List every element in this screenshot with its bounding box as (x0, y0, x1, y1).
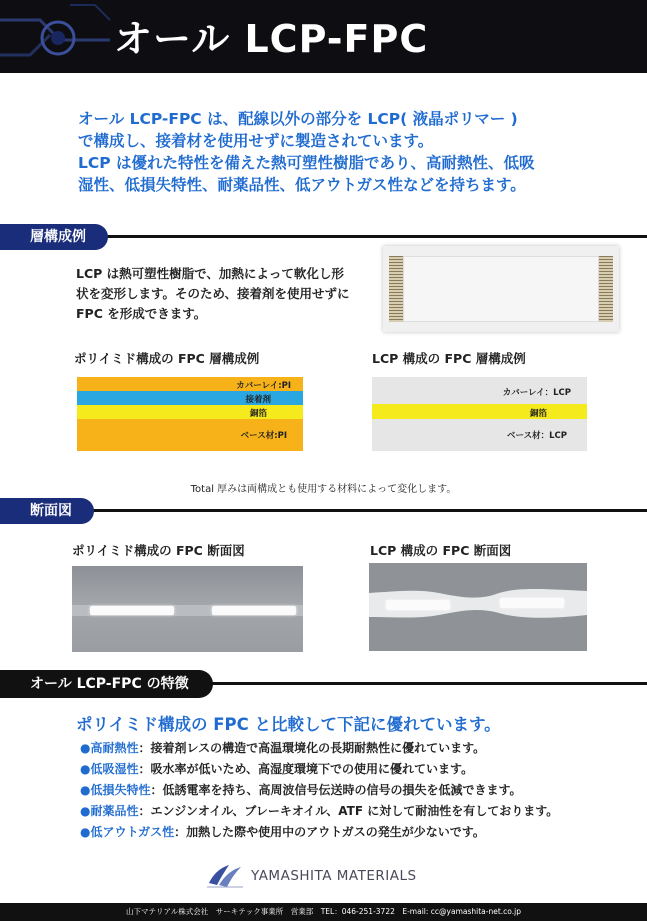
fpc-connector-left (389, 256, 403, 322)
intro-line: オール LCP-FPC は、配線以外の部分を LCP( 液晶ポリマー ) (78, 110, 518, 128)
feature-item (80, 781, 640, 802)
lcp-layer-title: LCP 構成の FPC 層構成例 (372, 351, 526, 366)
feature-text: ：エンジンオイル、ブレーキオイル、ATF に対して耐油性を有しております。 (138, 804, 559, 818)
intro-text (78, 108, 638, 196)
adhesive-layer (77, 391, 303, 405)
fpc-connector-right (599, 256, 613, 322)
page-header (0, 0, 647, 73)
features-list (80, 739, 640, 844)
bullet-icon: ● (80, 825, 91, 839)
layer-label: 銅箔 (249, 409, 267, 419)
bullet-icon: ● (80, 762, 91, 776)
intro-line: 湿性、低損失特性、耐薬品性、低アウトガス性などを持ちます。 (78, 176, 526, 194)
lcp-layer-stack (372, 377, 587, 451)
lcp-base-layer (372, 419, 587, 451)
pi-cross-section-title: ポリイミド構成の FPC 断面図 (72, 543, 245, 558)
fpc-body (403, 256, 599, 322)
layer-label: 銅箔 (529, 409, 547, 419)
copper-trace (500, 598, 564, 608)
layer-label: ベース材：LCP (507, 431, 567, 441)
section-bar-cross-section (0, 498, 647, 524)
feature-text: ：低誘電率を持ち、高周波信号伝送時の信号の損失を低減できます。 (150, 783, 522, 797)
feature-item (80, 760, 640, 781)
feature-label: 低損失特性 (90, 783, 151, 797)
pi-layer-stack (77, 377, 303, 451)
pi-base-layer (77, 419, 303, 451)
description-line: FPC を形成できます。 (76, 306, 207, 321)
feature-label: 低アウトガス性 (90, 825, 175, 839)
description-line: LCP は熱可塑性樹脂で、加熱によって軟化し形 (76, 266, 344, 281)
bullet-icon: ● (80, 804, 91, 818)
lcp-cross-section-image (369, 563, 587, 651)
section-tab-cross-section: 断面図 (0, 498, 94, 524)
section-tab-layers: 層構成例 (0, 224, 108, 250)
page-title: オール LCP-FPC (114, 17, 429, 61)
description-line: 状を変形します。そのため、接着剤を使用せずに (76, 286, 350, 301)
layer-label: カバーレイ：LCP (502, 388, 571, 398)
thickness-note: Total 厚みは両構成とも使用する材料によって変化します。 (190, 484, 457, 495)
lcp-cross-section-title: LCP 構成の FPC 断面図 (370, 543, 512, 558)
features-headline: ポリイミド構成の FPC と比較して下記に優れています。 (76, 715, 501, 734)
feature-item (80, 823, 640, 844)
layer-label: ベース材:PI (240, 431, 287, 441)
circuit-decoration-icon (0, 0, 130, 73)
intro-line: LCP は優れた特性を備えた熱可塑性樹脂であり、高耐熱性、低吸 (78, 154, 535, 172)
section-divider (0, 509, 647, 512)
feature-text: ：加熱した際や使用中のアウトガスの発生が少ないです。 (174, 825, 485, 839)
feature-label: 高耐熱性 (90, 741, 139, 755)
section-bar-features (0, 671, 647, 697)
lcp-cover-layer (372, 377, 587, 404)
yamashita-logo-icon (205, 861, 245, 889)
copper-layer (77, 405, 303, 419)
copper-trace (386, 600, 450, 610)
copper-trace (90, 606, 174, 615)
fpc-photo (383, 246, 619, 332)
feature-text: ：接着剤レスの構造で高温環境化の長期耐熱性に優れています。 (138, 741, 486, 755)
layer-label: カバーレイ:PI (236, 381, 291, 391)
bullet-icon: ● (80, 783, 91, 797)
feature-label: 耐薬品性 (90, 804, 139, 818)
feature-item (80, 739, 640, 760)
layer-description (76, 264, 376, 324)
pi-cross-section-image (72, 566, 303, 652)
company-name: YAMASHITA MATERIALS (251, 868, 417, 884)
page-footer: 山下マテリアル株式会社 サーキテック事業所 営業部 TEL：046-251-3722 E-mail: cc@yamashita-net.co.jp (0, 903, 647, 921)
section-tab-features: オール LCP-FPC の特徴 (0, 670, 213, 698)
feature-label: 低吸湿性 (90, 762, 139, 776)
feature-text: ：吸水率が低いため、高湿度環境下での使用に優れています。 (138, 762, 474, 776)
feature-item (80, 802, 640, 823)
bullet-icon: ● (80, 741, 91, 755)
pi-layer-title: ポリイミド構成の FPC 層構成例 (74, 351, 260, 366)
intro-line: で構成し、接着材を使用せずに製造されています。 (78, 132, 434, 150)
pi-cover-layer (77, 377, 303, 391)
copper-trace (212, 606, 296, 615)
copper-layer (372, 404, 587, 419)
layer-label: 接着剤 (245, 395, 271, 405)
